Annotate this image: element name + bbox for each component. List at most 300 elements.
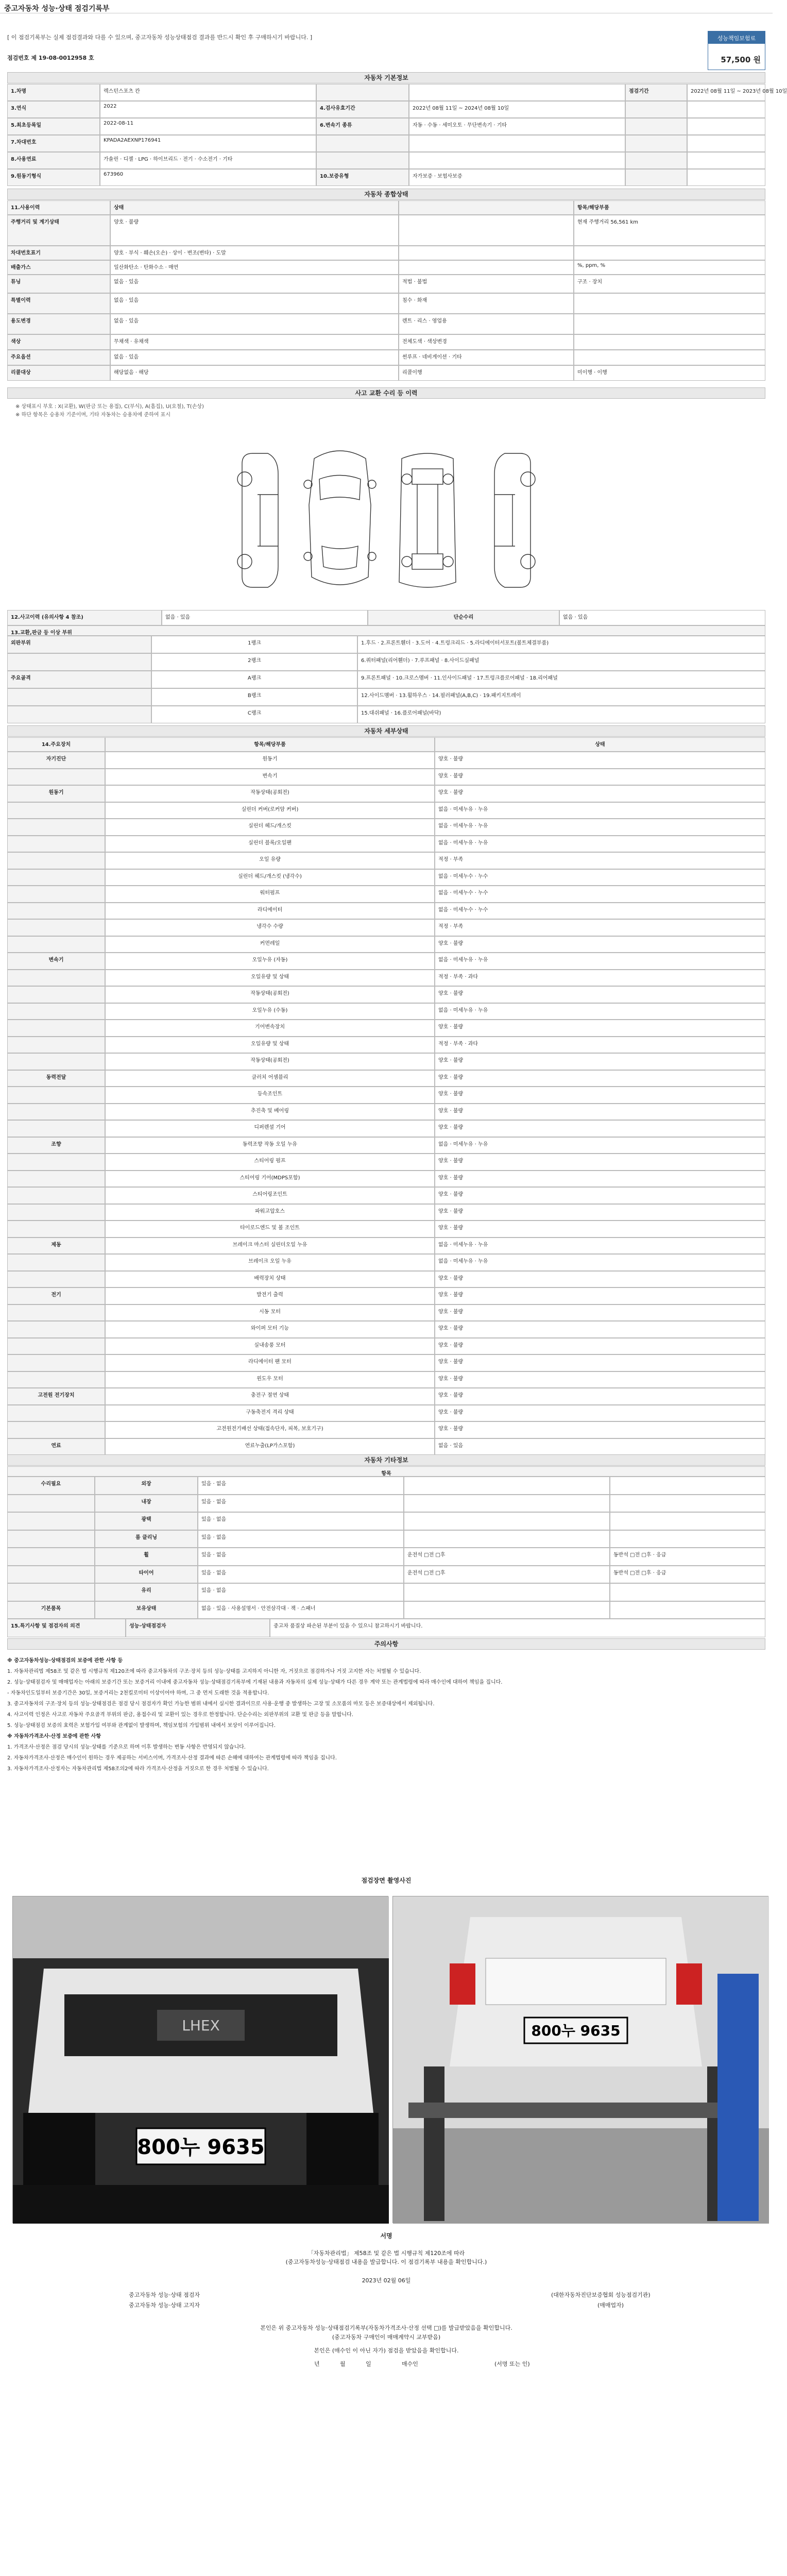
basic-cell: 4.검사유효기간 xyxy=(316,101,409,118)
detail-device xyxy=(7,769,105,786)
detail-status: 양호 · 불량 xyxy=(435,1070,765,1087)
basic-cell: 7.차대번호 xyxy=(7,135,100,152)
detail-item: 라디에이터 팬 모터 xyxy=(105,1354,435,1371)
detail-status: 없음 · 미세누유 · 누유 xyxy=(435,1137,765,1154)
basic-cell: 2022-08-11 xyxy=(100,118,316,135)
detail-status: 양호 · 불량 xyxy=(435,1171,765,1188)
others-cell xyxy=(7,1530,95,1548)
condition-cell: 현재 주행거리 56,561 km xyxy=(574,215,765,246)
condition-cell: %, ppm, % xyxy=(574,260,765,275)
exchange-area xyxy=(7,653,151,671)
detail-device xyxy=(7,886,105,903)
sign-confirm-2: (중고자동차 구매인이 매매계약시 교부받음) xyxy=(332,2334,441,2341)
condition-cell: 일산화탄소 · 탄화수소 · 매연 xyxy=(110,260,399,275)
basic-cell: 가솔린 · 디젤 · LPG · 하이브리드 · 전기 · 수소전기 · 기타 xyxy=(100,152,316,169)
basic-cell xyxy=(687,169,765,186)
caution-line: - 자동차인도일부터 보증기간은 30일, 보증거리는 2천킬로미터 이상이어야 하며, 그 중 먼저 도래한 것을 적용합니다. xyxy=(7,1690,269,1696)
inspection-photo-rear xyxy=(392,1896,768,2223)
basic-cell: 자동 · 수동 · 세미오토 · 무단변속기 · 기타 xyxy=(409,118,625,135)
condition-cell: 상태 xyxy=(110,200,399,215)
detail-item: 발전기 출력 xyxy=(105,1287,435,1304)
others-cell: 타이어 xyxy=(95,1566,198,1584)
opinion-text: 중고차 품질상 파손된 부분이 있을 수 있으니 참고하시기 바랍니다. xyxy=(270,1619,765,1637)
detail-device xyxy=(7,1020,105,1037)
detail-device: 제동 xyxy=(7,1238,105,1255)
detail-device: 자기진단 xyxy=(7,752,105,769)
detail-device xyxy=(7,1421,105,1438)
others-cell: 기본품목 xyxy=(7,1601,95,1619)
sign-year: 년 xyxy=(314,2361,320,2367)
caution-line: 1. 가격조사·산정은 점검 당시의 성능·상태를 기준으로 하며 이후 발생하는 변동 사항은 반영되지 않습니다. xyxy=(7,1744,246,1750)
detail-device xyxy=(7,1003,105,1020)
detail-device xyxy=(7,903,105,920)
inspection-number: 점검번호 제 19-08-0012958 호 xyxy=(7,55,94,61)
page-title: 중고자동차 성능·상태 점검기록부 xyxy=(0,0,773,13)
condition-cell xyxy=(574,350,765,365)
others-cell: 광택 xyxy=(95,1512,198,1530)
detail-device xyxy=(7,970,105,987)
condition-cell: 색상 xyxy=(7,334,110,350)
condition-cell: 구조 · 장치 xyxy=(574,275,765,293)
sign-org-1: (대한자동차진단보증협회 성능점검기관) xyxy=(551,2292,651,2298)
exchange-rank: A랭크 xyxy=(151,671,357,688)
caution-line: 2. 자동차가격조사·산정은 매수인이 원하는 경우 제공하는 서비스이며, 가격조사·산정 결과에 따른 손해에 대하여는 관계법령에 따라 책임을 집니다. xyxy=(7,1755,337,1761)
detail-device xyxy=(7,1371,105,1388)
basic-cell xyxy=(409,84,625,101)
detail-item: 시동 모터 xyxy=(105,1304,435,1321)
caution-line: 2. 성능·상태점검자 및 매매업자는 아래의 보증기간 또는 보증거리 이내에 중고자동차 성능·상태점검기록부에 기재된 내용과 자동차의 실제 성능·상태가 다른 경우 계약 또는 관계법령에 따라 매수인에 대하여 책임을 집니다. xyxy=(7,1680,503,1685)
others-cell xyxy=(610,1583,765,1601)
detail-status: 양호 · 불량 xyxy=(435,1371,765,1388)
exchange-rank: C랭크 xyxy=(151,706,357,723)
others-cell xyxy=(404,1495,610,1513)
detail-device: 변속기 xyxy=(7,953,105,970)
detail-status: 양호 · 불량 xyxy=(435,752,765,769)
detail-status: 양호 · 불량 xyxy=(435,1304,765,1321)
condition-cell xyxy=(399,200,574,215)
detail-status: 없음 · 미세누유 · 누유 xyxy=(435,802,765,819)
exchange-area: 주요골격 xyxy=(7,671,151,688)
detail-device xyxy=(7,1053,105,1070)
detail-status: 양호 · 불량 xyxy=(435,1388,765,1405)
basic-cell: 2022 xyxy=(100,101,316,118)
basic-cell xyxy=(409,135,625,152)
detail-item: 실린더 헤드/개스킷 xyxy=(105,819,435,836)
sign-org-2: (매매업자) xyxy=(597,2302,624,2309)
others-cell xyxy=(610,1477,765,1495)
detail-item: 등속조인트 xyxy=(105,1087,435,1104)
exchange-area: 외판부위 xyxy=(7,636,151,653)
detail-item: 오일누유 (수동) xyxy=(105,1003,435,1020)
exchange-parts: 1.후드 · 2.프론트휀더 · 3.도어 · 4.트렁크리드 · 5.라디에이터서포트(볼트체결부품) xyxy=(357,636,765,653)
detail-device xyxy=(7,1120,105,1137)
detail-device xyxy=(7,1221,105,1238)
others-cell: 없음 · 있음 · 사용설명서 · 안전삼각대 · 잭 · 스패너 xyxy=(198,1601,404,1619)
license-plate-rear: 800누 9635 xyxy=(531,2022,621,2039)
detail-device xyxy=(7,1171,105,1188)
inspection-photo-front xyxy=(12,1896,388,2223)
detail-status: 양호 · 불량 xyxy=(435,1020,765,1037)
condition-cell xyxy=(399,260,574,275)
exchange-area xyxy=(7,688,151,706)
others-cell: 있음 · 없음 xyxy=(198,1583,404,1601)
condition-cell: 없음 · 있음 xyxy=(110,350,399,365)
detail-device xyxy=(7,1154,105,1171)
detail-device xyxy=(7,1187,105,1204)
detail-item: 기어변속장치 xyxy=(105,1020,435,1037)
section-sign: 서명 xyxy=(7,2231,765,2242)
legend-line-2: ※ 하단 항목은 승용차 기준이며, 기타 자동차는 승용차에 준하여 표시 xyxy=(15,412,170,418)
sign-confirm-3: 본인은 (매수인 이 아닌 자가) 점검을 받았음을 확인합니다. xyxy=(314,2347,459,2354)
others-cell: 있음 · 없음 xyxy=(198,1477,404,1495)
detail-item: 오일 유량 xyxy=(105,852,435,869)
basic-cell xyxy=(625,169,687,186)
simple-repair-label: 단순수리 xyxy=(368,610,559,625)
detail-item: 냉각수 수량 xyxy=(105,919,435,936)
basic-cell xyxy=(625,152,687,169)
condition-cell: 주요옵션 xyxy=(7,350,110,365)
detail-device: 원동기 xyxy=(7,785,105,802)
others-cell xyxy=(610,1601,765,1619)
detail-item: 스티어링조인트 xyxy=(105,1187,435,1204)
sign-text-2: (중고자동차성능·상태점검 내용을 발급합니다. 이 점검기록부 내용을 확인합니다.) xyxy=(285,2259,487,2265)
detail-item: 연료누출(LP가스포함) xyxy=(105,1438,435,1455)
section-overall-condition: 자동차 종합상태 xyxy=(7,189,765,200)
exchange-parts: 6.쿼터패널(리어휀더) · 7.루프패널 · 8.사이드실패널 xyxy=(357,653,765,671)
detail-item: 작동상태(공회전) xyxy=(105,1053,435,1070)
detail-status: 양호 · 불량 xyxy=(435,1187,765,1204)
notice-text: [ 이 점검기록부는 실제 점검결과와 다를 수 있으며, 중고자동차 성능상태점검 결과를 반드시 확인 후 구매하시기 바랍니다. ] xyxy=(7,34,313,41)
detail-device xyxy=(7,919,105,936)
condition-cell: 양호 · 부식 · 훼손(오손) · 상이 · 변조(변타) · 도말 xyxy=(110,246,399,260)
detail-item: 오일유량 및 상태 xyxy=(105,970,435,987)
condition-cell: 렌트 · 리스 · 영업용 xyxy=(399,314,574,334)
detail-status: 적정 · 부족 · 과다 xyxy=(435,1037,765,1054)
detail-item: 타이로드엔드 및 볼 조인트 xyxy=(105,1221,435,1238)
detail-status: 없음 · 있음 xyxy=(435,1438,765,1455)
detail-item: 스티어링 펌프 xyxy=(105,1154,435,1171)
detail-status: 없음 · 미세누유 · 누유 xyxy=(435,1003,765,1020)
detail-status: 없음 · 미세누유 · 누유 xyxy=(435,819,765,836)
sign-signature: (서명 또는 인) xyxy=(494,2361,530,2367)
detail-status: 없음 · 미세누유 · 누유 xyxy=(435,1238,765,1255)
detail-status: 적정 · 부족 xyxy=(435,919,765,936)
opinion-label: 15.특기사항 및 점검자의 의견 xyxy=(7,1619,126,1637)
detail-status: 양호 · 불량 xyxy=(435,1321,765,1338)
condition-cell xyxy=(574,334,765,350)
detail-device: 고전원 전기장치 xyxy=(7,1388,105,1405)
others-cell: 운전석 □전 □후 xyxy=(404,1566,610,1584)
basic-cell: 8.사용연료 xyxy=(7,152,100,169)
svg-text:LHEX: LHEX xyxy=(182,2017,220,2034)
others-cell xyxy=(610,1495,765,1513)
basic-cell xyxy=(687,118,765,135)
detail-device xyxy=(7,1271,105,1288)
detail-item: 워터펌프 xyxy=(105,886,435,903)
others-cell: 동반석 □전 □후 · 응급 xyxy=(610,1566,765,1584)
exchange-parts: 15.대쉬패널 · 16.플로어패널(바닥) xyxy=(357,706,765,723)
others-cell xyxy=(7,1566,95,1584)
detail-status: 없음 · 미세누유 · 누유 xyxy=(435,953,765,970)
basic-cell: 9.원동기형식 xyxy=(7,169,100,186)
basic-cell xyxy=(409,152,625,169)
condition-cell xyxy=(399,215,574,246)
condition-cell: 양호 · 불량 xyxy=(110,215,399,246)
condition-cell: 리콜대상 xyxy=(7,365,110,381)
sign-role-2: 중고자동차 성능·상태 고지자 xyxy=(129,2302,200,2309)
others-cell xyxy=(404,1512,610,1530)
detail-status: 양호 · 불량 xyxy=(435,1271,765,1288)
basic-cell: 렉스턴스포츠 칸 xyxy=(100,84,316,101)
others-cell xyxy=(404,1601,610,1619)
premium-value: 57,500 원 xyxy=(721,55,761,64)
condition-cell: 특별이력 xyxy=(7,293,110,314)
detail-item: 클러치 어셈블리 xyxy=(105,1070,435,1087)
others-cell xyxy=(404,1583,610,1601)
detail-item: 디퍼렌셜 기어 xyxy=(105,1120,435,1137)
detail-device xyxy=(7,802,105,819)
detail-device xyxy=(7,1204,105,1221)
simple-repair-options: 없음 · 있음 xyxy=(559,610,765,625)
detail-device xyxy=(7,1405,105,1422)
basic-cell xyxy=(687,135,765,152)
others-cell: 내장 xyxy=(95,1495,198,1513)
basic-cell: 6.변속기 종류 xyxy=(316,118,409,135)
condition-cell: 배출가스 xyxy=(7,260,110,275)
detail-device xyxy=(7,1104,105,1121)
basic-cell: 점검기간 xyxy=(625,84,687,101)
others-cell: 있음 · 없음 xyxy=(198,1530,404,1548)
basic-cell: 2022년 08월 11일 ~ 2024년 08월 10일 xyxy=(409,101,625,118)
detail-item: 와이퍼 모터 기능 xyxy=(105,1321,435,1338)
caution-line: ※ 자동차가격조사·산정 보증에 관한 사항 xyxy=(7,1734,101,1739)
caution-notes xyxy=(7,1654,765,1776)
detail-item: 오일누유 (자동) xyxy=(105,953,435,970)
detail-status: 없음 · 미세누수 · 누수 xyxy=(435,886,765,903)
sign-confirm-1: 본인은 위 중고자동차 성능·상태점검기록부(자동차가격조사·산정 선택 □)를 발급받았음을 확인합니다. xyxy=(260,2325,512,2331)
others-subheader: 항목 xyxy=(7,1466,765,1477)
exchange-rank: B랭크 xyxy=(151,688,357,706)
legend-line-1: ※ 상태표시 부호 : X(교환), W(판금 또는 용접), C(부식), A(흠집), U(요철), T(손상) xyxy=(15,404,204,410)
condition-cell: 튜닝 xyxy=(7,275,110,293)
basic-cell xyxy=(625,135,687,152)
detail-device xyxy=(7,1321,105,1338)
caution-line: 1. 자동차관리법 제58조 및 같은 법 시행규칙 제120조에 따라 중고자동차의 구조·장치 등의 성능·상태를 고지하지 아니한 자, 거짓으로 점검하거나 거짓 고지한 자는 처벌될 수 있습니다. xyxy=(7,1669,421,1674)
condition-cell: 무채색 · 유채색 xyxy=(110,334,399,350)
condition-cell: 해당없음 · 해당 xyxy=(110,365,399,381)
detail-status: 없음 · 미세누유 · 누유 xyxy=(435,836,765,853)
condition-cell xyxy=(574,314,765,334)
exchange-rank: 2랭크 xyxy=(151,653,357,671)
basic-cell: 2022년 08월 11일 ~ 2023년 08월 10일 xyxy=(687,84,765,101)
sign-buyer: 매수인 xyxy=(402,2361,418,2367)
detail-status: 양호 · 불량 xyxy=(435,1154,765,1171)
section-caution: 주의사항 xyxy=(7,1638,765,1650)
detail-status: 양호 · 불량 xyxy=(435,769,765,786)
detail-item: 작동상태(공회전) xyxy=(105,986,435,1003)
others-cell: 외장 xyxy=(95,1477,198,1495)
condition-cell xyxy=(399,246,574,260)
car-body-diagram xyxy=(221,443,551,598)
opinion-inspector-label: 성능·상태점검자 xyxy=(126,1619,270,1637)
detail-device xyxy=(7,1037,105,1054)
detail-item: 윈도우 모터 xyxy=(105,1371,435,1388)
detail-status: 없음 · 미세누유 · 누유 xyxy=(435,1254,765,1271)
detail-device xyxy=(7,986,105,1003)
detail-status: 양호 · 불량 xyxy=(435,1287,765,1304)
others-cell xyxy=(404,1530,610,1548)
condition-cell: 없음 · 있음 xyxy=(110,275,399,293)
detail-status: 양호 · 불량 xyxy=(435,1053,765,1070)
detail-device: 연료 xyxy=(7,1438,105,1455)
basic-cell xyxy=(316,84,409,101)
detail-status: 양호 · 불량 xyxy=(435,1204,765,1221)
condition-cell: 침수 · 화재 xyxy=(399,293,574,314)
others-cell: 있음 · 없음 xyxy=(198,1512,404,1530)
others-cell xyxy=(7,1512,95,1530)
condition-cell: 리콜이행 xyxy=(399,365,574,381)
others-cell xyxy=(7,1548,95,1566)
others-cell: 유리 xyxy=(95,1583,198,1601)
caution-line: 3. 중고자동차의 구조·장치 등의 성능·상태점검은 점검 당시 점검자가 확인 가능한 범위 내에서 실시한 결과이므로 사용·운행 중 발생하는 고장 및 소모품의 마모 등은 보증대상에서 제외됩니다. xyxy=(7,1701,435,1707)
detail-device xyxy=(7,852,105,869)
section-basic-info: 자동차 기본정보 xyxy=(7,72,765,83)
section-detail-condition: 자동차 세부상태 xyxy=(7,725,765,737)
others-cell: 있음 · 없음 xyxy=(198,1495,404,1513)
others-cell xyxy=(7,1495,95,1513)
detail-status: 양호 · 불량 xyxy=(435,1104,765,1121)
detail-item: 스티어링 기어(MDPS포함) xyxy=(105,1171,435,1188)
sign-day: 일 xyxy=(366,2361,371,2367)
detail-item: 원동기 xyxy=(105,752,435,769)
basic-cell xyxy=(625,101,687,118)
section-other-info: 자동차 기타정보 xyxy=(7,1454,765,1466)
condition-cell xyxy=(574,246,765,260)
basic-cell: 673960 xyxy=(100,169,316,186)
detail-item: 커먼레일 xyxy=(105,936,435,953)
detail-item: 배력장치 상태 xyxy=(105,1271,435,1288)
section-accident-history: 사고 교환 수리 등 이력 xyxy=(7,387,765,399)
basic-cell xyxy=(625,118,687,135)
detail-device: 전기 xyxy=(7,1287,105,1304)
detail-device xyxy=(7,869,105,886)
exchange-parts: 12.사이드멤버 · 13.휠하우스 · 14.필러패널(A,B,C) · 19.패키지트레이 xyxy=(357,688,765,706)
detail-status: 양호 · 불량 xyxy=(435,1354,765,1371)
detail-device xyxy=(7,1254,105,1271)
condition-cell: 미이행 · 이행 xyxy=(574,365,765,381)
condition-cell: 없음 · 있음 xyxy=(110,293,399,314)
detail-item: 추진축 및 베어링 xyxy=(105,1104,435,1121)
sign-text-1: 「자동차관리법」 제58조 및 같은 법 시행규칙 제120조에 따라 xyxy=(307,2250,465,2257)
condition-cell: 전체도색 · 색상변경 xyxy=(399,334,574,350)
detail-status: 양호 · 불량 xyxy=(435,936,765,953)
detail-head: 항목/해당부품 xyxy=(105,737,435,752)
detail-item: 오일유량 및 상태 xyxy=(105,1037,435,1054)
others-cell xyxy=(610,1530,765,1548)
basic-cell: 10.보증유형 xyxy=(316,169,409,186)
detail-item: 실린더 커버(로커암 커버) xyxy=(105,802,435,819)
sign-month: 월 xyxy=(340,2361,346,2367)
detail-device xyxy=(7,1087,105,1104)
caution-line: 3. 자동차가격조사·산정자는 자동차관리법 제58조의2에 따라 가격조사·산정을 거짓으로 한 경우 처벌될 수 있습니다. xyxy=(7,1766,269,1772)
condition-cell: 주행거리 및 계기상태 xyxy=(7,215,110,246)
detail-device xyxy=(7,1338,105,1355)
detail-item: 구동축전지 격리 상태 xyxy=(105,1405,435,1422)
detail-item: 라디에이터 xyxy=(105,903,435,920)
detail-status: 적정 · 부족 · 과다 xyxy=(435,970,765,987)
detail-item: 충전구 절연 상태 xyxy=(105,1388,435,1405)
basic-cell: KPADA2AEXNP176941 xyxy=(100,135,316,152)
detail-item: 브레이크 마스터 실린더오일 누유 xyxy=(105,1238,435,1255)
detail-status: 양호 · 불량 xyxy=(435,986,765,1003)
detail-item: 작동상태(공회전) xyxy=(105,785,435,802)
detail-device xyxy=(7,936,105,953)
caution-line: 5. 성능·상태점검 보증의 효력은 보험가입 여부와 관계없이 발생하며, 책임보험의 가입범위 내에서 보상이 이루어집니다. xyxy=(7,1723,276,1728)
detail-device xyxy=(7,819,105,836)
section-photos: 점검장면 촬영사진 xyxy=(7,1875,765,1887)
condition-cell: 적법 · 불법 xyxy=(399,275,574,293)
basic-cell: 자가보증 · 보험사보증 xyxy=(409,169,625,186)
others-cell: 룸 클리닝 xyxy=(95,1530,198,1548)
condition-cell: 썬루프 · 네비게이션 · 기타 xyxy=(399,350,574,365)
caution-line: ※ 중고자동차성능·상태점검의 보증에 관한 사항 등 xyxy=(7,1658,123,1664)
detail-status: 양호 · 불량 xyxy=(435,785,765,802)
accident-history-label: 12.사고이력 (유의사항 4 참조) xyxy=(7,610,162,625)
condition-cell: 없음 · 있음 xyxy=(110,314,399,334)
detail-item: 실린더 헤드/개스킷 (냉각수) xyxy=(105,869,435,886)
detail-item: 변속기 xyxy=(105,769,435,786)
condition-cell xyxy=(574,293,765,314)
detail-status: 없음 · 미세누수 · 누수 xyxy=(435,903,765,920)
others-cell xyxy=(404,1477,610,1495)
detail-head: 14.주요장치 xyxy=(7,737,105,752)
caution-line: 4. 사고이력 인정은 사고로 자동차 주요골격 부위의 판금, 용접수리 및 교환이 있는 경우로 한정합니다. 단순수리는 외판부위의 교환 및 판금 등을 말합니다. xyxy=(7,1712,353,1718)
detail-status: 양호 · 불량 xyxy=(435,1338,765,1355)
detail-item: 파워고압호스 xyxy=(105,1204,435,1221)
condition-cell: 11.사용이력 xyxy=(7,200,110,215)
others-cell: 있음 · 없음 xyxy=(198,1566,404,1584)
sign-role-1: 중고자동차 성능·상태 점검자 xyxy=(129,2292,200,2298)
detail-item: 실린더 블록/오일팬 xyxy=(105,836,435,853)
detail-status: 양호 · 불량 xyxy=(435,1120,765,1137)
detail-item: 실내송풍 모터 xyxy=(105,1338,435,1355)
detail-device xyxy=(7,1304,105,1321)
sign-date: 2023년 02월 06일 xyxy=(362,2277,411,2284)
detail-status: 양호 · 불량 xyxy=(435,1405,765,1422)
basic-cell xyxy=(316,135,409,152)
others-cell: 수리필요 xyxy=(7,1477,95,1495)
liability-premium-box xyxy=(708,31,765,70)
exchange-title: 13.교환,판금 등 이상 부위 xyxy=(7,625,765,636)
basic-cell: 1.차명 xyxy=(7,84,100,101)
basic-cell xyxy=(687,152,765,169)
detail-status: 적정 · 부족 xyxy=(435,852,765,869)
detail-status: 양호 · 불량 xyxy=(435,1221,765,1238)
condition-cell: 차대번호표기 xyxy=(7,246,110,260)
detail-status: 없음 · 미세누수 · 누수 xyxy=(435,869,765,886)
condition-cell: 용도변경 xyxy=(7,314,110,334)
premium-label: 성능책임보험료 xyxy=(708,31,765,44)
detail-item: 브레이크 오일 누유 xyxy=(105,1254,435,1271)
license-plate-front: 800누 9635 xyxy=(137,2136,265,2159)
basic-cell xyxy=(687,101,765,118)
others-cell: 운전석 □전 □후 xyxy=(404,1548,610,1566)
exchange-area xyxy=(7,706,151,723)
exchange-rank: 1랭크 xyxy=(151,636,357,653)
exchange-parts: 9.프론트패널 · 10.크로스멤버 · 11.인사이드패널 · 17.트렁크플로어패널 · 18.리어패널 xyxy=(357,671,765,688)
others-cell xyxy=(610,1512,765,1530)
detail-item: 고전원전기배선 상태(접속단자, 피복, 보호기구) xyxy=(105,1421,435,1438)
